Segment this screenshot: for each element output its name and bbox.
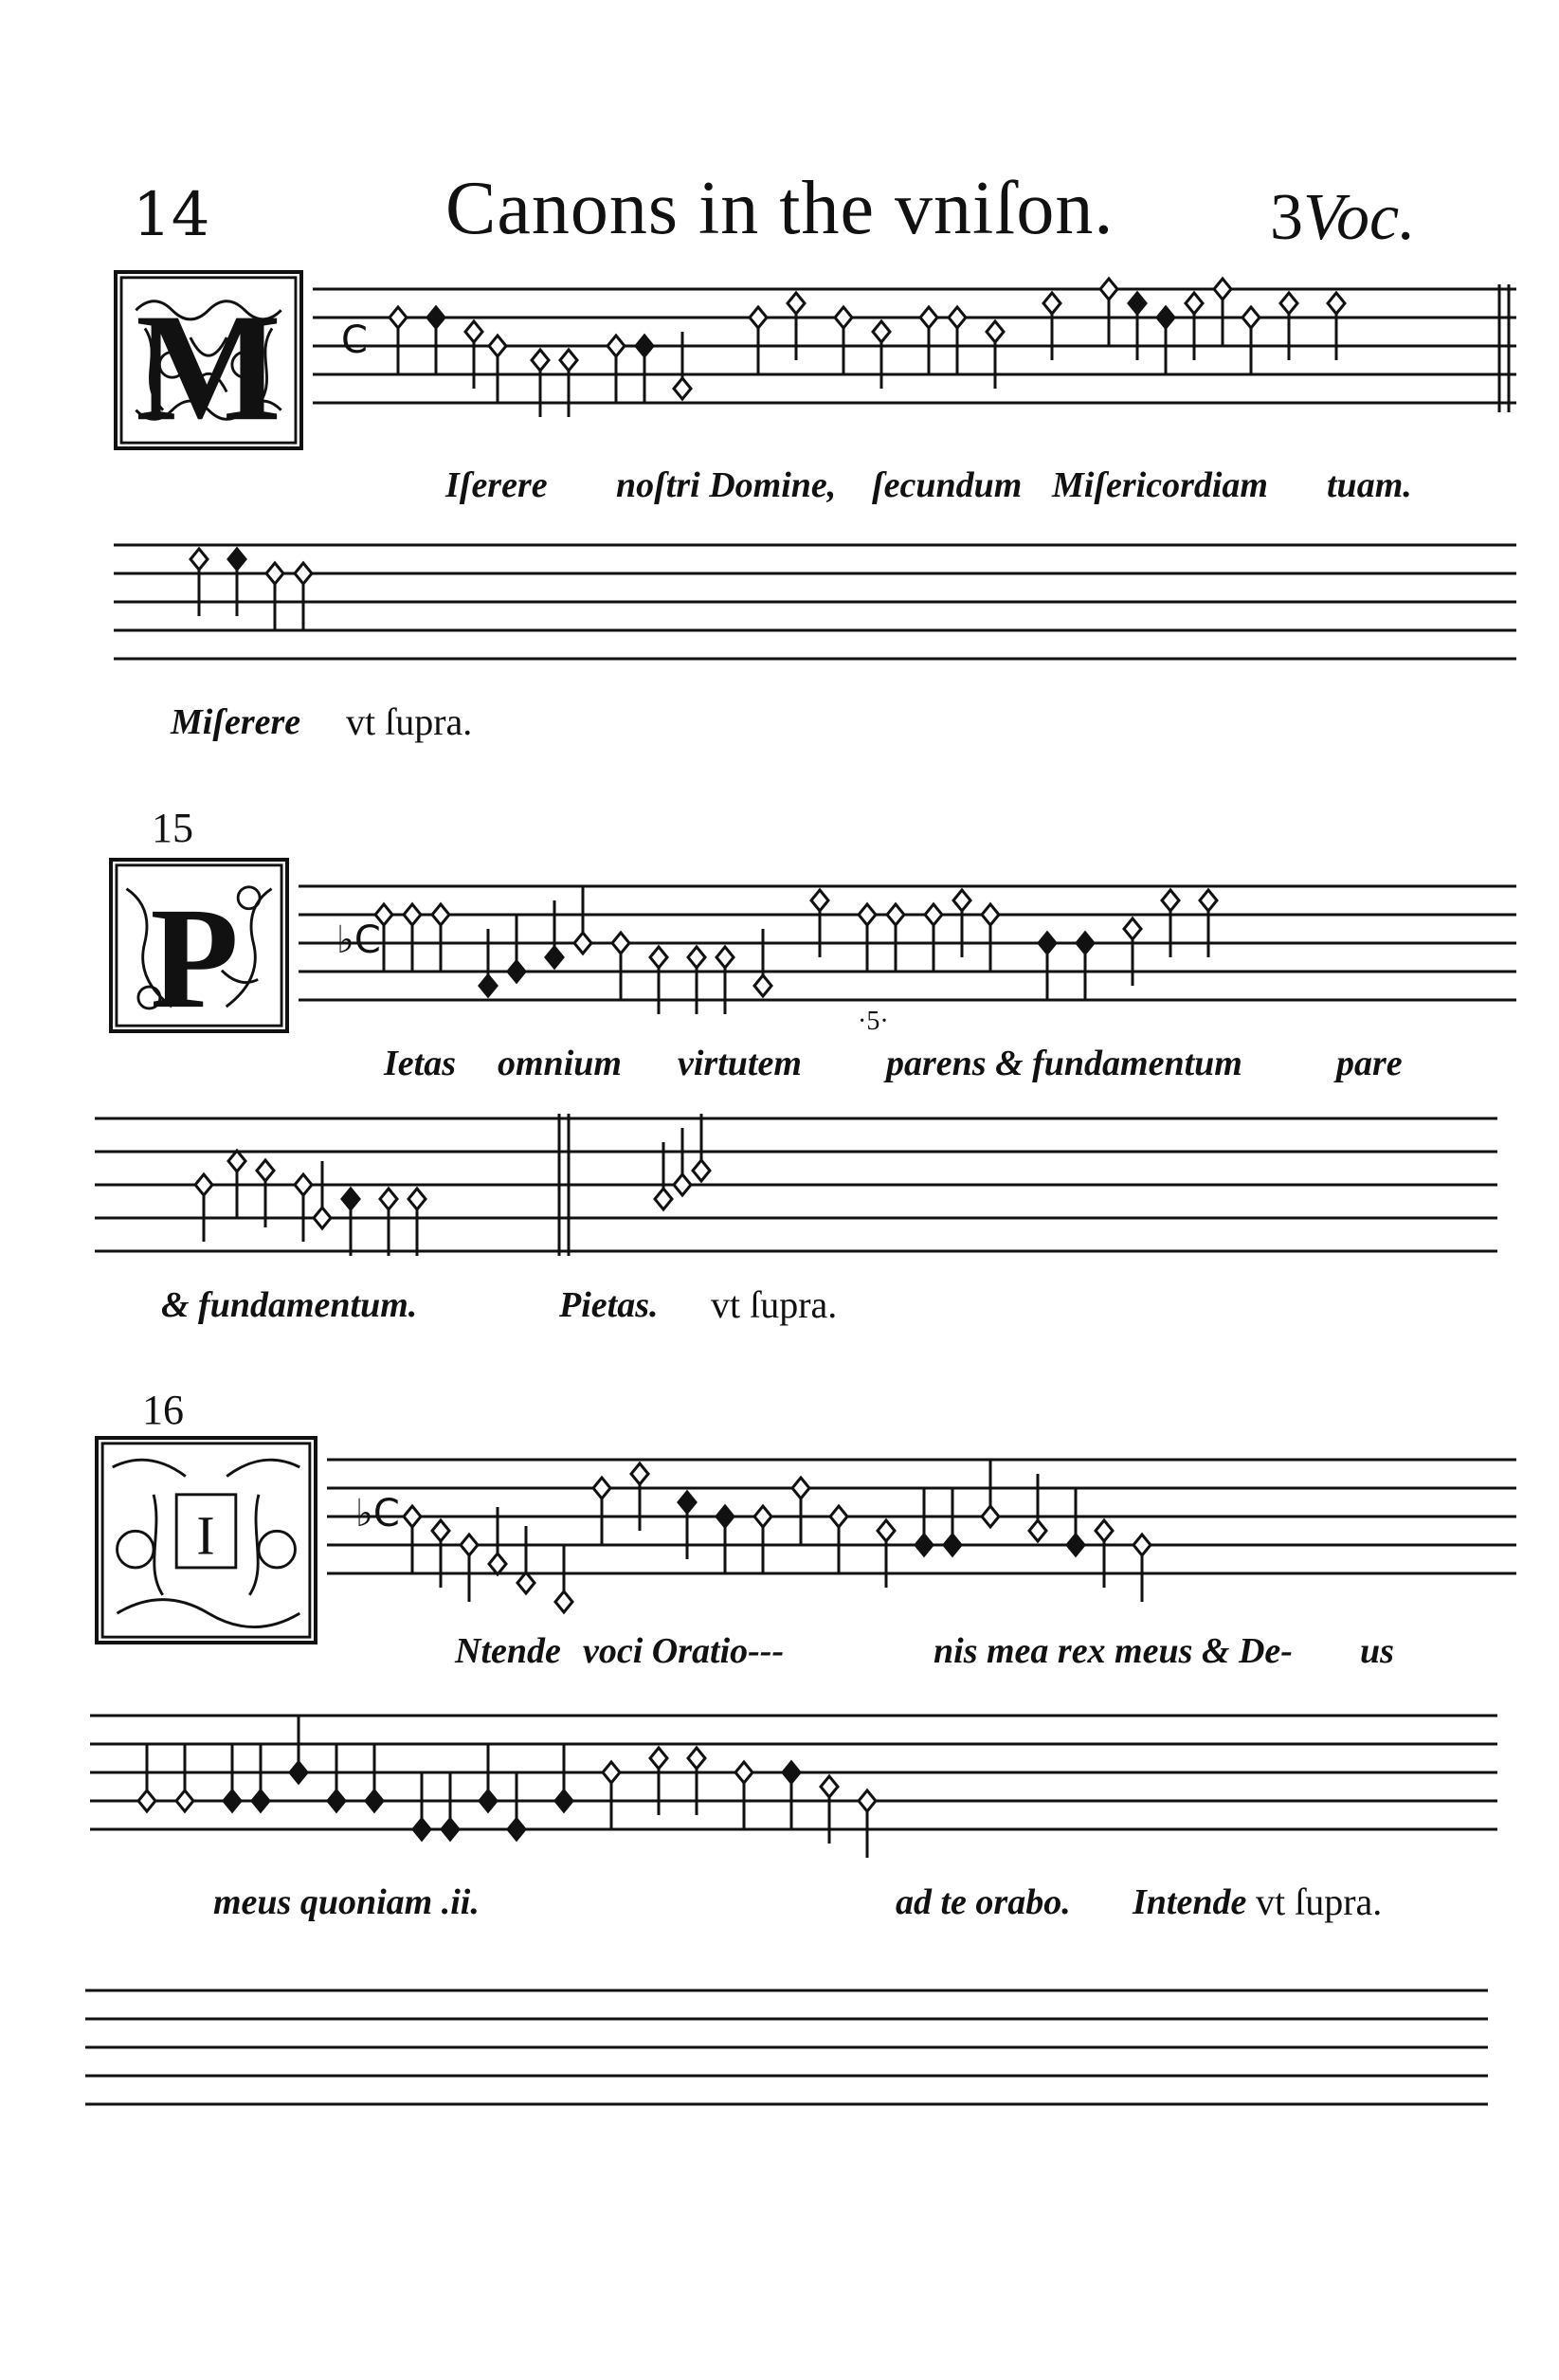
note-head — [532, 350, 549, 371]
note-head — [342, 1189, 359, 1209]
music-staff-3b — [90, 1701, 1497, 1862]
note-head — [427, 307, 444, 328]
music-staff-2a — [299, 872, 1516, 1033]
note-head — [224, 1790, 241, 1811]
note-head — [792, 1478, 809, 1499]
note-head — [546, 947, 563, 968]
text: vt ſupra. — [711, 1283, 838, 1326]
canon-number: 16 — [142, 1387, 184, 1433]
note-head — [328, 1790, 345, 1811]
lyric: noſtri Domine, — [616, 465, 837, 505]
music-staff-1b — [114, 526, 1516, 678]
music-staff-1a — [313, 275, 1516, 436]
note-head — [138, 1790, 155, 1811]
lyric: Intende — [1133, 1882, 1247, 1922]
note-head — [266, 563, 283, 584]
note-head — [650, 947, 667, 968]
note-head — [1100, 279, 1117, 300]
note-head — [555, 1591, 572, 1612]
note-head — [859, 904, 876, 925]
note-head — [674, 378, 691, 399]
note-head — [195, 1174, 212, 1195]
note-head — [295, 1174, 312, 1195]
lyric: Miſerere — [171, 702, 301, 742]
note-head — [413, 1819, 430, 1840]
note-head — [1133, 1535, 1151, 1555]
note-head — [555, 1790, 572, 1811]
section-mark: ·5· — [858, 1007, 889, 1036]
note-head — [1129, 293, 1146, 314]
note-head — [1328, 293, 1345, 314]
lyric: meus quoniam .ii. — [213, 1882, 480, 1922]
note-head — [366, 1790, 383, 1811]
ornamental-initial-p-icon — [109, 858, 289, 1033]
note-head — [508, 961, 525, 982]
note-head — [560, 350, 577, 371]
note-head — [674, 1174, 691, 1195]
note-head — [228, 549, 245, 570]
note-head — [788, 293, 805, 314]
note-head — [982, 1506, 999, 1527]
note-head — [650, 1748, 667, 1769]
note-head — [783, 1762, 800, 1783]
note-head — [480, 1790, 497, 1811]
note-head — [1200, 890, 1217, 911]
note-head — [716, 1506, 734, 1527]
page-number: 14 — [133, 180, 210, 250]
note-head — [887, 904, 904, 925]
lyric: tuam. — [1327, 465, 1412, 505]
canon-number: 15 — [152, 805, 193, 851]
note-head — [915, 1535, 933, 1555]
ornamental-initial-m-icon — [114, 270, 303, 450]
note-head — [295, 563, 312, 584]
lyric: ad te orabo. — [896, 1882, 1071, 1922]
note-head — [612, 933, 629, 954]
note-head — [314, 1208, 331, 1228]
text: vt ſupra. — [1256, 1880, 1383, 1923]
lyric: ſecundum — [872, 465, 1023, 505]
notes-group — [390, 279, 1345, 417]
initial-p-artwork — [113, 862, 285, 1029]
music-staff-2b — [95, 1099, 1497, 1270]
lyric: us — [1360, 1631, 1394, 1671]
lyric: Miſericordiam — [1052, 465, 1268, 505]
note-head — [465, 321, 482, 342]
note-head — [257, 1160, 274, 1181]
note-head — [404, 1506, 421, 1527]
note-head — [693, 1160, 710, 1181]
note-head — [631, 1463, 648, 1484]
note-head — [944, 1535, 961, 1555]
empty-music-staff — [85, 1971, 1488, 2123]
note-head — [489, 1553, 506, 1574]
note-head — [754, 1506, 771, 1527]
lyric: Pietas. — [559, 1285, 659, 1325]
lyric: parens & fundamentum — [886, 1044, 1242, 1083]
note-head — [461, 1535, 478, 1555]
note-head — [1214, 279, 1231, 300]
lyric: & fundamentum. — [161, 1285, 418, 1325]
note-head — [655, 1189, 672, 1209]
note-head — [228, 1151, 245, 1172]
lyric: omnium — [498, 1044, 622, 1083]
note-head — [835, 307, 852, 328]
note-head — [1186, 293, 1203, 314]
voices-label — [1270, 180, 1416, 256]
voices-text: Voc. — [1303, 181, 1416, 254]
note-head — [593, 1478, 610, 1499]
note-head — [716, 947, 734, 968]
note-head — [1096, 1520, 1113, 1541]
notes-group — [138, 1716, 876, 1858]
note-head — [1029, 1520, 1046, 1541]
note-head — [920, 307, 937, 328]
lyric: Iſerere — [445, 465, 548, 505]
note-head — [688, 1748, 705, 1769]
notes-group — [404, 1460, 1151, 1612]
music-staff-3a — [327, 1441, 1516, 1621]
note-head — [1162, 890, 1179, 911]
note-head — [442, 1819, 459, 1840]
note-head — [489, 336, 506, 356]
note-head — [878, 1520, 895, 1541]
note-head — [1242, 307, 1260, 328]
note-head — [508, 1819, 525, 1840]
note-head — [607, 336, 625, 356]
note-head — [603, 1762, 620, 1783]
note-head — [1039, 933, 1056, 954]
lyric: voci Oratio--- — [583, 1631, 785, 1671]
note-head — [252, 1790, 269, 1811]
initial-m-artwork — [118, 274, 299, 446]
lyric: Ntende — [455, 1631, 561, 1671]
note-head — [1043, 293, 1060, 314]
note-head — [679, 1492, 696, 1513]
lyric: pare — [1336, 1044, 1403, 1083]
time-signature: ♭C — [355, 1492, 400, 1535]
note-head — [1124, 918, 1141, 939]
note-head — [290, 1762, 307, 1783]
time-signature: ♭C — [336, 918, 381, 962]
note-head — [821, 1776, 838, 1797]
note-head — [190, 549, 208, 570]
note-head — [480, 975, 497, 996]
page-title: Canons in the vniſon. — [445, 167, 1115, 250]
lyric: virtutem — [678, 1044, 802, 1083]
voices-number: 3 — [1270, 181, 1303, 254]
note-head — [750, 307, 767, 328]
note-head — [982, 904, 999, 925]
note-head — [925, 904, 942, 925]
note-head — [432, 1520, 449, 1541]
lyric: nis mea rex meus & De- — [934, 1631, 1293, 1671]
note-head — [953, 890, 970, 911]
note-head — [1067, 1535, 1084, 1555]
note-head — [873, 321, 890, 342]
notes-group — [190, 549, 312, 630]
note-head — [1077, 933, 1094, 954]
note-head — [408, 1189, 426, 1209]
note-head — [636, 336, 653, 356]
note-head — [574, 933, 591, 954]
time-signature: C — [341, 318, 368, 362]
note-head — [390, 307, 407, 328]
note-head — [404, 904, 421, 925]
notes-group — [375, 886, 1217, 1014]
note-head — [949, 307, 966, 328]
note-head — [380, 1189, 397, 1209]
note-head — [517, 1572, 535, 1593]
note-head — [1157, 307, 1174, 328]
note-head — [811, 890, 828, 911]
note-head — [176, 1790, 193, 1811]
initial-i-artwork — [99, 1440, 314, 1641]
note-head — [688, 947, 705, 968]
note-head — [830, 1506, 847, 1527]
initial-i-letter: I — [196, 1504, 215, 1567]
lyric: Ietas — [384, 1044, 456, 1083]
note-head — [735, 1762, 752, 1783]
note-head — [1280, 293, 1297, 314]
initial-p-letter: P — [150, 879, 239, 1029]
note-head — [987, 321, 1004, 342]
initial-m-letter: M — [136, 282, 281, 446]
ornamental-initial-i-icon — [95, 1436, 317, 1644]
note-head — [859, 1790, 876, 1811]
note-head — [754, 975, 771, 996]
note-head — [432, 904, 449, 925]
text: vt ſupra. — [346, 700, 473, 743]
